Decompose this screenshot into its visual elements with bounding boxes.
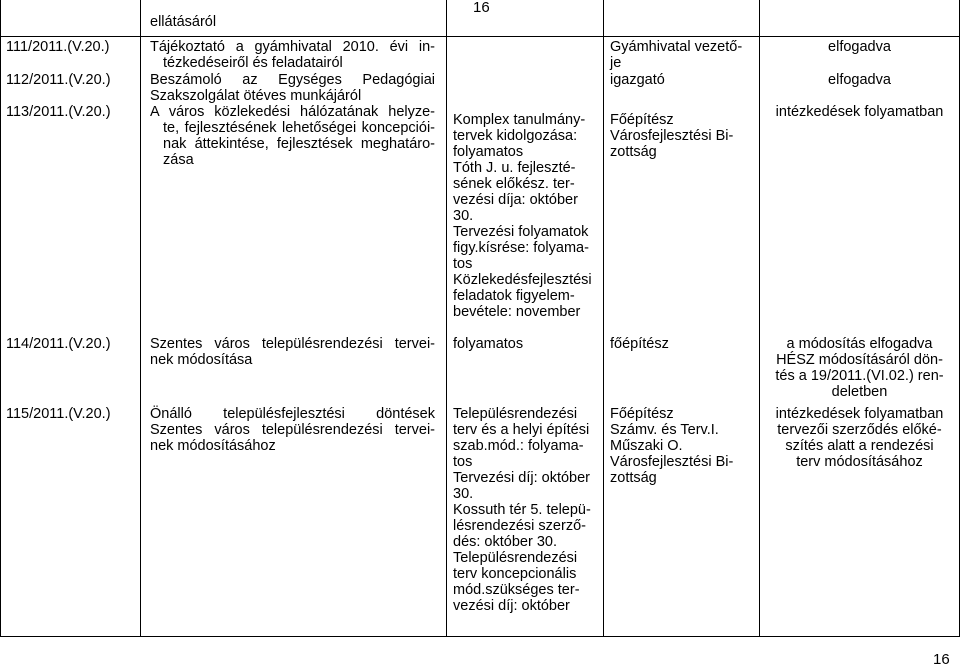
table-rule [0,636,960,637]
row-responsible-line: Városfejlesztési Bi- [610,128,734,144]
row-responsible-line: Városfejlesztési Bi- [610,454,734,470]
row-number: 114/2011.(V.20.) [6,336,111,352]
row-responsible-line: zottság [610,470,657,486]
row-result-line: szítés alatt a rendezési [785,438,934,454]
row-number: 112/2011.(V.20.) [6,72,111,88]
row-status-line: Tervezési díj: október [453,470,591,486]
row-status-line: terv és a helyi építési [453,422,590,438]
row-status-line: dés: október 30. [453,534,557,550]
row-status-line: folyamatos [453,336,524,352]
page-number-top: 16 [473,0,490,16]
row-result-line: elfogadva [828,72,891,88]
table-rule [140,0,141,637]
row-status-line: Tervezési folyamatok [453,224,589,240]
row-result-line: intézkedések folyamatban [775,406,944,422]
row-result-line: tés a 19/2011.(VI.02.) ren- [775,368,944,384]
row-number: 115/2011.(V.20.) [6,406,111,422]
row-status-line: Komplex tanulmány- [453,112,586,128]
row-status-line: 30. [453,486,474,502]
row-title-line: nek módosítása [150,352,253,368]
table-rule [0,0,1,637]
row-status-line: tervek kidolgozása: [453,128,578,144]
row-status-line: tos [453,454,473,470]
row-title-line: zása [163,152,194,168]
row-status-line: folyamatos [453,144,524,160]
table-rule [759,0,760,637]
row-status-line: sének előkész. ter- [453,176,575,192]
row-responsible-line: igazgató [610,72,665,88]
row-status-line: Településrendezési [453,550,578,566]
row-title-line: nek módosításához [150,438,276,454]
row-status-line: Kossuth tér 5. telepü- [453,502,591,518]
row-status-line: 30. [453,208,474,224]
row-result-line: deletben [831,384,888,400]
row-status-line: Településrendezési [453,406,578,422]
row-result-line: terv módosításához [796,454,923,470]
row-responsible-line: Műszaki O. [610,438,683,454]
row-title-line: Szakszolgálat ötéves munkájáról [150,88,362,104]
row-result-line: a módosítás elfogadva [786,336,933,352]
row-status-line: vezési díj: október [453,598,570,614]
row-responsible-line: főépítész [610,336,669,352]
row-result-line: tervezői szerződés előké- [777,422,942,438]
row-status-line: bevétele: november [453,304,581,320]
row-number: 111/2011.(V.20.) [6,39,110,55]
table-rule [603,0,604,637]
row-status-line: szab.mód.: folyama- [453,438,584,454]
row-responsible-line: Gyámhivatal vezető- [610,39,743,55]
row-title-line: te, fejlesztésének lehetőségei koncepciói- [163,120,435,136]
row-responsible-line: je [610,55,622,71]
row-responsible-line: Főépítész [610,406,674,422]
row-title-line: A város közlekedési hálózatának helyze- [150,104,435,120]
row-title-line: Tájékoztató a gyámhivatal 2010. évi in- [150,39,435,55]
row-status-line: mód.szükséges ter- [453,582,580,598]
row-responsible-line: Számv. és Terv.I. [610,422,719,438]
row-title-line: ellátásáról [150,14,217,30]
row-number: 113/2011.(V.20.) [6,104,111,120]
row-title-line: Szentes város településrendezési tervei- [150,336,435,352]
page-number-bottom: 16 [933,651,950,668]
row-title-line: Önálló településfejlesztési döntések [150,406,435,422]
row-status-line: figy.kísrése: folyama- [453,240,589,256]
row-result-line: intézkedések folyamatban [775,104,944,120]
row-status-line: lésrendezési szerző- [453,518,586,534]
row-status-line: terv koncepcionális [453,566,577,582]
table-rule [0,36,960,37]
row-status-line: Közlekedésfejlesztési [453,272,592,288]
row-title-line: Szentes város településrendezési tervei- [150,422,435,438]
row-status-line: Tóth J. u. fejleszté- [453,160,576,176]
row-result-line: HÉSZ módosításáról dön- [776,352,943,368]
row-status-line: feladatok figyelem- [453,288,575,304]
row-result-line: elfogadva [828,39,891,55]
row-status-line: vezési díja: október [453,192,578,208]
row-responsible-line: Főépítész [610,112,674,128]
row-title-line: nak áttekintése, fejlesztések meghatáro- [163,136,435,152]
row-title-line: tézkedéseiről és feladatairól [163,55,343,71]
row-status-line: tos [453,256,473,272]
table-rule [446,0,447,637]
row-title-line: Beszámoló az Egységes Pedagógiai [150,72,435,88]
row-responsible-line: zottság [610,144,657,160]
